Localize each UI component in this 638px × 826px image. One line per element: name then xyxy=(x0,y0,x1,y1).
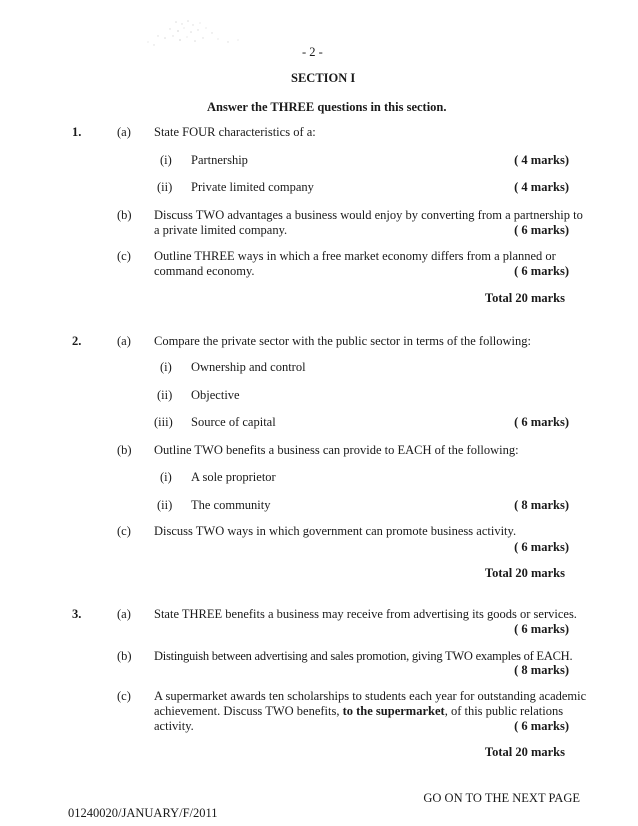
q2-a-ii-label: (ii) xyxy=(157,388,173,402)
q1-a-ii-label: (ii) xyxy=(157,180,173,194)
q2-b-i-text: A sole proprietor xyxy=(191,470,276,484)
q3-a-label: (a) xyxy=(117,607,131,621)
q1-a-i-label: (i) xyxy=(160,153,172,167)
q3-c-label: (c) xyxy=(117,689,131,703)
q3-a-text: State THREE benefits a business may receive from advertising its goods or services. xyxy=(154,607,577,621)
q3-total: Total 20 marks xyxy=(484,745,565,759)
q2-a-iii-label: (iii) xyxy=(154,415,173,429)
section-instruction: Answer the THREE questions in this section. xyxy=(207,100,447,114)
q3-c-line2-pre: achievement. Discuss TWO benefits, xyxy=(154,704,340,718)
q1-a-i-text: Partnership xyxy=(191,153,248,167)
question-1-number: 1. xyxy=(72,125,82,139)
q1-c-label: (c) xyxy=(117,249,131,263)
q1-b-label: (b) xyxy=(117,208,132,222)
q1-b-line2: a private limited company. xyxy=(154,223,288,237)
question-2-number: 2. xyxy=(72,334,82,348)
q2-a-ii-text: Objective xyxy=(191,388,240,402)
q3-c-marks: ( 6 marks) xyxy=(514,719,569,733)
q2-a-iii-text: Source of capital xyxy=(191,415,276,429)
q1-a-i-marks: ( 4 marks) xyxy=(514,153,569,167)
q2-total: Total 20 marks xyxy=(484,566,565,580)
go-on-next-page: GO ON TO THE NEXT PAGE xyxy=(423,791,580,805)
question-3-number: 3. xyxy=(72,607,82,621)
q2-c-marks: ( 6 marks) xyxy=(514,540,569,554)
q1-a-label: (a) xyxy=(117,125,131,139)
q1-total: Total 20 marks xyxy=(484,291,565,305)
q3-c-line1: A supermarket awards ten scholarships to students each year for outstanding academic xyxy=(154,689,587,703)
scan-smudge xyxy=(118,14,258,54)
q1-a-ii-marks: ( 4 marks) xyxy=(514,180,569,194)
q3-a-marks: ( 6 marks) xyxy=(514,622,569,636)
q1-c-line1: Outline THREE ways in which a free market economy differs from a planned or xyxy=(154,249,556,263)
page-number: - 2 - xyxy=(302,45,323,59)
q1-c-marks: ( 6 marks) xyxy=(514,264,569,278)
q1-b-line1: Discuss TWO advantages a business would enjoy by converting from a partnership to xyxy=(154,208,583,222)
q2-b-label: (b) xyxy=(117,443,132,457)
q1-b-marks: ( 6 marks) xyxy=(514,223,569,237)
q2-b-ii-text: The community xyxy=(191,498,271,512)
q3-c-line2-emphasis: to the supermarket xyxy=(342,704,445,718)
q3-c-line2-post: , of this public relations xyxy=(444,704,564,718)
q2-a-text: Compare the private sector with the public sector in terms of the following: xyxy=(154,334,531,348)
q1-a-ii-text: Private limited company xyxy=(191,180,314,194)
q1-c-line2: command economy. xyxy=(154,264,255,278)
q3-c-line2 xyxy=(154,704,563,719)
q2-b-text: Outline TWO benefits a business can provide to EACH of the following: xyxy=(154,443,519,457)
q1-a-text: State FOUR characteristics of a: xyxy=(154,125,316,139)
q2-b-i-label: (i) xyxy=(160,470,172,484)
q2-b-ii-label: (ii) xyxy=(157,498,173,512)
q2-c-text: Discuss TWO ways in which government can promote business activity. xyxy=(154,524,517,538)
q2-c-label: (c) xyxy=(117,524,131,538)
q2-a-i-text: Ownership and control xyxy=(191,360,306,374)
q2-a-label: (a) xyxy=(117,334,131,348)
q3-b-marks: ( 8 marks) xyxy=(514,663,569,677)
paper-code: 01240020/JANUARY/F/2011 xyxy=(68,806,218,820)
q3-b-text: Distinguish between advertising and sales promotion, giving TWO examples of EACH. xyxy=(154,649,573,663)
q3-c-line3: activity. xyxy=(154,719,194,733)
q2-a-i-label: (i) xyxy=(160,360,172,374)
q2-a-iii-marks: ( 6 marks) xyxy=(514,415,569,429)
q3-b-label: (b) xyxy=(117,649,132,663)
section-title: SECTION I xyxy=(291,71,356,85)
q2-b-ii-marks: ( 8 marks) xyxy=(514,498,569,512)
